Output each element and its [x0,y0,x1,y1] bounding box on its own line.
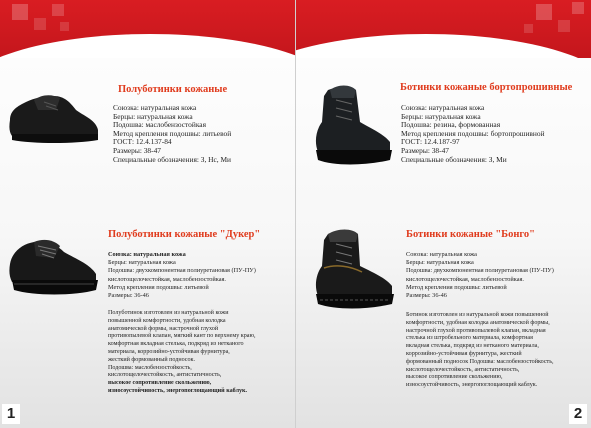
right-page [296,0,591,428]
product-title-1: Полуботинки кожаные [118,84,228,95]
product-description-3: Полуботинок изготовлен из натуральной кожи повышенной комфортности, удобная колодка анатомической формы, настрочной глухой противопылевой клапан, мягкий кант по верхнему краю, комфортная вкладная стелька, подкряд из нетканого материала, коррозийно-устойчивая фурнитура, жесткий формованный подносок. Подошва: маслобензостойкость, кислотощелочестойкость, антистатичность, высокое сопротивление скольжению, износоустойчивость, энергопоглощающий каблук. [108,310,256,394]
product-specs-2: Союзка: натуральная кожа Берцы: натуральная кожа Подошва: резина, формованная Метод крепления подошвы: бортопрошивной ГОСТ: 12.4.187-97 Размеры: 38-47 Специальные обозначения: З, Ми [401,103,545,164]
duker-shoe-image [4,226,102,302]
page-number-left: 1 [2,404,20,424]
product-specs-4: Союзка: натуральная кожа Берцы: натуральная кожа Подошва: двухкомпонентная полиуретановая (ПУ-ПУ) кислотощелочестойкая, маслобензостойкая. Метод крепления подошвы: литьевой Размеры: 36-46 [406,251,554,300]
low-shoe-image [4,80,102,148]
product-title-2: Ботинки кожаные бортопрошивные [400,82,573,93]
product-title-3: Полуботинки кожаные "Дукер" [108,229,261,240]
header-banner-right [296,0,591,58]
welted-boot-image [304,82,396,172]
page-number-right: 2 [569,404,587,424]
product-title-4: Ботинки кожаные "Бонго" [406,229,535,240]
header-banner [0,0,295,58]
product-description-4: Ботинок изготовлен из натуральной кожи повышенной комфортности, удобная колодка анатомической формы, настрочной глухой противопылевой клапан, вкладная стелька из штробельного материала, комфортная вкладная стелька, подкряд из нетканого материала, коррозийно-устойчивая фурнитура, жесткий формованный подносок Подошва: маслобензостойкость, кислотощелочестойкость, антистатичность, высокое сопротивление скольжению, износоустойчивость, энергопоглощающий каблук. [406,312,554,389]
left-page [0,0,295,428]
product-specs-1: Союзка: натуральная кожа Берцы: натуральная кожа Подошва: маслобензостойкая Метод крепления подошвы: литьевой ГОСТ: 12.4.137-84 Размеры: 38-47 Специальные обозначения: З, Нс, Ми [113,103,232,164]
product-specs-3: Союзка: натуральная кожа Берцы: натуральная кожа Подошва: двухкомпонентная полиуретановая (ПУ-ПУ) кислотощелочестойкая, маслобензостойкая. Метод крепления подошвы: литьевой Размеры: 36-46 [108,251,256,300]
bongo-boot-image [306,228,400,314]
